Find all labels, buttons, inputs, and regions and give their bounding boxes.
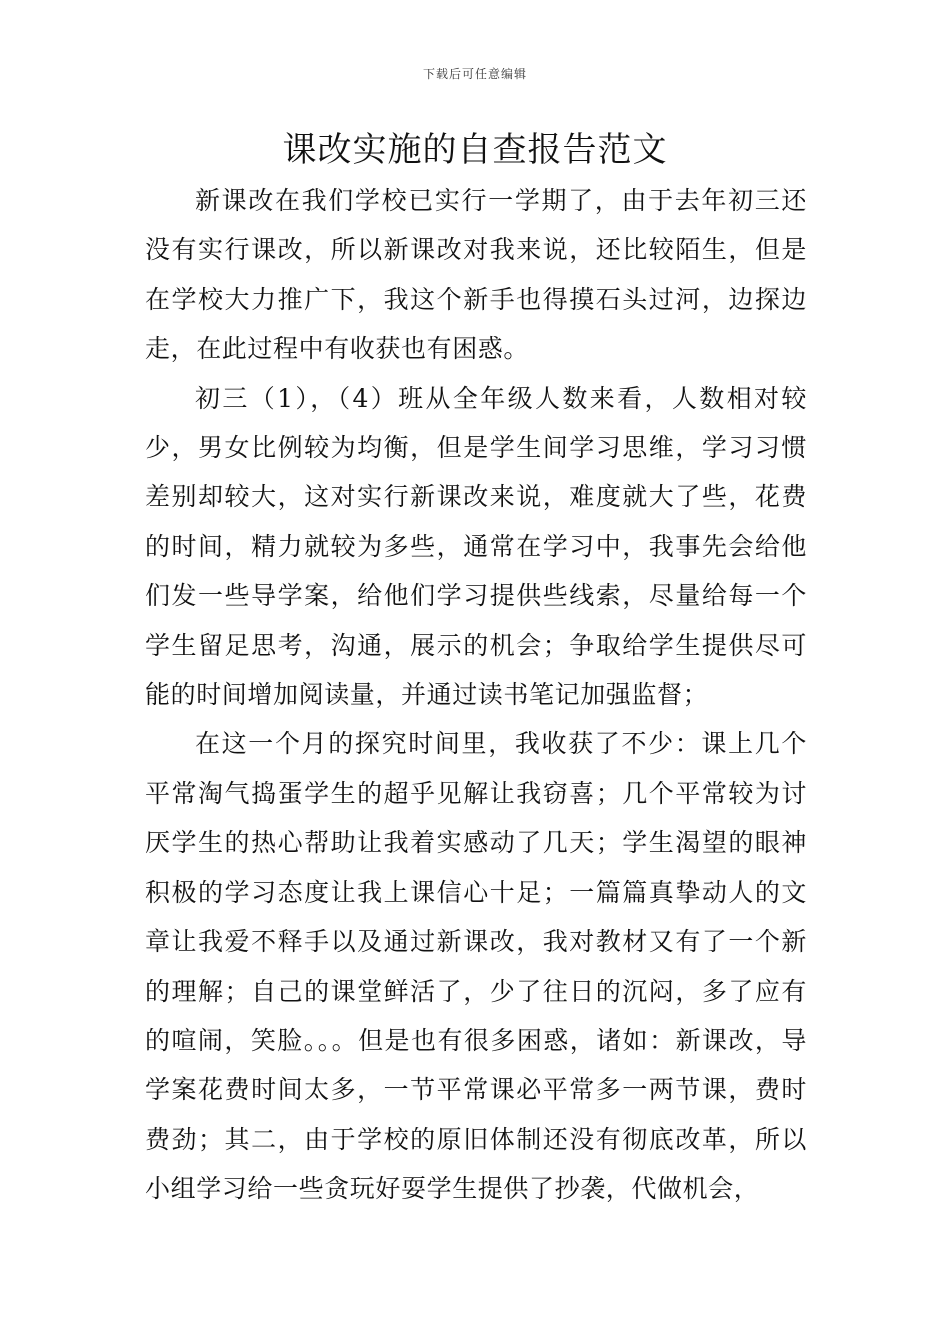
document-body — [145, 176, 807, 1214]
paragraph-2: 初三（1），（4）班从全年级人数来看，人数相对较少，男女比例较为均衡，但是学生间学习思维，学习习惯差别却较大，这对实行新课改来说，难度就大了些，花费的时间，精力就较为多些，通常在学习中，我事先会给他们发一些导学案，给他们学习提供些线索，尽量给每一个学生留足思考，沟通，展示的机会；争取给学生提供尽可能的时间增加阅读量，并通过读书笔记加强监督； — [145, 383, 807, 710]
header-note: 下载后可任意编辑 — [422, 67, 527, 81]
document-title: 课改实施的自查报告范文 — [282, 130, 668, 170]
paragraph-3: 在这一个月的探究时间里，我收获了不少：课上几个平常淘气捣蛋学生的超乎见解让我窃喜；几个平常较为讨厌学生的热心帮助让我着实感动了几天；学生渴望的眼神积极的学习态度让我上课信心十足；一篇篇真挚动人的文章让我爱不释手以及通过新课改，我对教材又有了一个新的理解；自己的课堂鲜活了，少了往日的沉闷，多了应有的喧闹，笑脸。。。但是也有很多困惑，诸如：新课改，导学案花费时间太多，一节平常课必平常多一两节课，费时费劲；其二，由于学校的原旧体制还没有彻底改革，所以小组学习给一些贪玩好耍学生提供了抄袭，代做机会， — [145, 729, 807, 1204]
paragraph-1: 新课改在我们学校已实行一学期了，由于去年初三还没有实行课改，所以新课改对我来说，还比较陌生，但是在学校大力推广下，我这个新手也得摸石头过河，边探边走，在此过程中有收获也有困惑。 — [145, 186, 807, 364]
